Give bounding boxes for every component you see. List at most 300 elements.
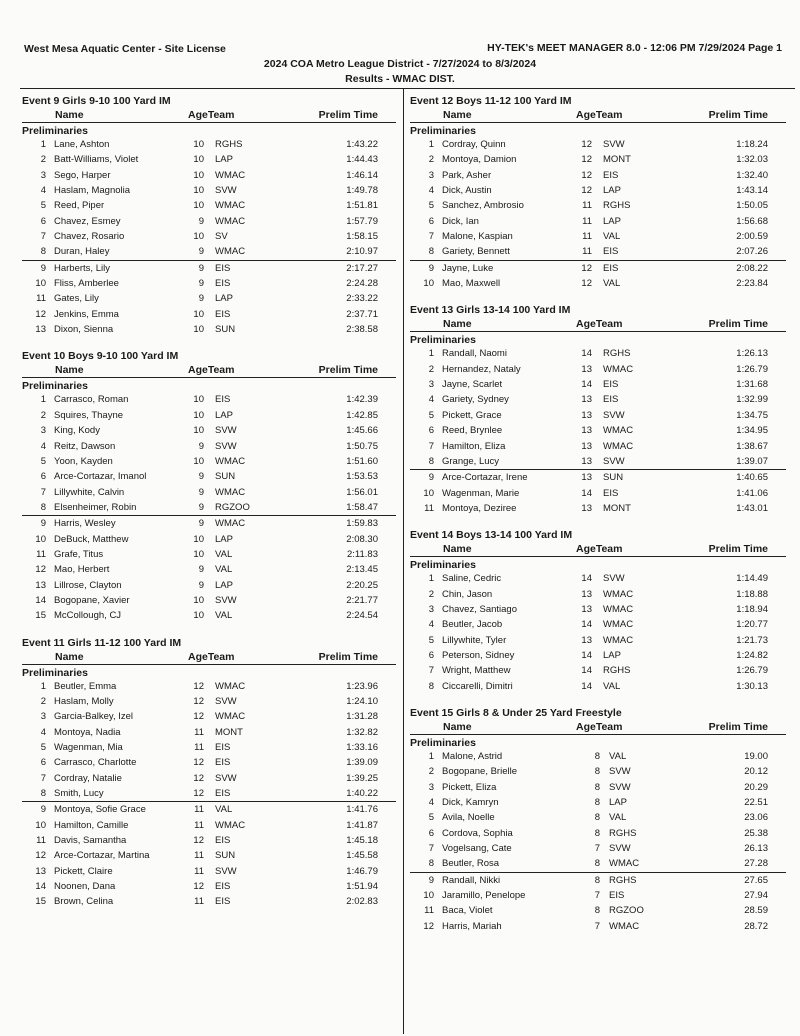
swimmer-name: Arce-Cortazar, Imanol bbox=[54, 471, 147, 483]
swimmer-age: 13 bbox=[581, 472, 592, 484]
team-code: WMAC bbox=[603, 425, 634, 437]
preliminaries-label: Preliminaries bbox=[410, 125, 476, 137]
swimmer-age: 11 bbox=[194, 726, 204, 738]
result-row bbox=[410, 214, 786, 229]
swimmer-age: 11 bbox=[194, 850, 204, 862]
swimmer-name: Duran, Haley bbox=[54, 246, 110, 258]
swimmer-age: 12 bbox=[193, 835, 204, 847]
place: 12 bbox=[35, 308, 46, 320]
swimmer-age: 9 bbox=[198, 215, 204, 227]
result-row bbox=[410, 244, 786, 260]
swimmer-name: Gariety, Sydney bbox=[442, 394, 509, 406]
swimmer-age: 9 bbox=[198, 564, 204, 576]
swimmer-name: Chin, Jason bbox=[442, 588, 493, 600]
prelim-time: 1:57.79 bbox=[346, 215, 378, 227]
team-code: SVW bbox=[215, 695, 237, 707]
result-row bbox=[22, 244, 396, 260]
place: 9 bbox=[428, 874, 434, 886]
prelim-time: 2:24.28 bbox=[346, 278, 378, 290]
swimmer-age: 8 bbox=[594, 827, 600, 839]
prelim-time: 23.06 bbox=[744, 812, 768, 824]
prelim-time: 2:38.58 bbox=[346, 324, 378, 336]
swimmer-age: 9 bbox=[198, 518, 204, 530]
swimmer-age: 13 bbox=[581, 455, 592, 467]
team-code: VAL bbox=[215, 804, 233, 816]
place: 6 bbox=[40, 757, 46, 769]
swimmer-age: 10 bbox=[193, 169, 204, 181]
swimmer-age: 13 bbox=[581, 409, 592, 421]
place: 5 bbox=[40, 200, 46, 212]
place: 3 bbox=[428, 781, 434, 793]
result-row bbox=[22, 439, 396, 454]
place: 5 bbox=[40, 742, 46, 753]
result-row bbox=[410, 571, 786, 586]
team-code: SVW bbox=[215, 185, 237, 197]
swimmer-age: 8 bbox=[594, 905, 600, 917]
team-code: EIS bbox=[603, 169, 619, 181]
swimmer-name: Montoya, Nadia bbox=[54, 726, 121, 738]
prelim-time-header: Prelim Time bbox=[708, 720, 768, 733]
swimmer-age: 10 bbox=[193, 409, 204, 421]
result-row bbox=[22, 307, 396, 322]
prelim-time: 1:46.14 bbox=[346, 169, 378, 181]
result-row bbox=[22, 532, 396, 547]
team-code: VAL bbox=[609, 750, 627, 762]
prelim-time: 25.38 bbox=[744, 827, 768, 839]
swimmer-age: 10 bbox=[193, 185, 204, 197]
swimmer-name: Park, Asher bbox=[442, 169, 492, 181]
swimmer-age: 11 bbox=[582, 200, 592, 212]
place: 3 bbox=[40, 425, 46, 437]
result-row bbox=[410, 888, 786, 903]
result-row bbox=[410, 587, 786, 602]
team-code: VAL bbox=[215, 610, 233, 622]
result-rows bbox=[22, 137, 396, 337]
swimmer-age: 13 bbox=[581, 634, 592, 646]
results-subtitle: Results - WMAC DIST. bbox=[345, 73, 455, 85]
result-row bbox=[22, 864, 396, 879]
swimmer-name: Hamilton, Eliza bbox=[442, 440, 506, 452]
swimmer-name: Brown, Celina bbox=[54, 896, 114, 908]
result-row bbox=[410, 633, 786, 648]
place: 1 bbox=[428, 139, 434, 150]
place: 5 bbox=[428, 812, 434, 824]
prelim-time: 1:39.09 bbox=[346, 757, 378, 769]
right-column bbox=[410, 94, 786, 946]
team-code: EIS bbox=[215, 835, 231, 847]
prelim-time: 1:31.68 bbox=[736, 379, 768, 391]
column-header bbox=[410, 108, 786, 123]
team-code: VAL bbox=[215, 564, 233, 576]
event-title: Event 13 Girls 13-14 100 Yard IM bbox=[410, 304, 571, 317]
place: 9 bbox=[40, 518, 46, 530]
event-title: Event 9 Girls 9-10 100 Yard IM bbox=[22, 95, 171, 107]
swimmer-age: 12 bbox=[581, 262, 592, 274]
result-row bbox=[22, 562, 396, 577]
prelim-time: 20.29 bbox=[744, 781, 768, 793]
prelim-time: 2:08.30 bbox=[346, 533, 378, 545]
prelim-time: 2:10.97 bbox=[346, 246, 378, 258]
swimmer-name: Haslam, Molly bbox=[54, 695, 114, 707]
swimmer-name: Noonen, Dana bbox=[54, 881, 116, 893]
team-code: RGHS bbox=[609, 827, 637, 839]
swimmer-name: Carrasco, Roman bbox=[54, 394, 129, 406]
preliminaries-label: Preliminaries bbox=[410, 736, 476, 749]
swimmer-name: King, Kody bbox=[54, 425, 100, 437]
place: 11 bbox=[36, 548, 46, 560]
swimmer-name: Bogopane, Xavier bbox=[54, 594, 130, 606]
swimmer-age: 10 bbox=[193, 394, 204, 406]
result-row bbox=[22, 291, 396, 306]
swimmer-age: 13 bbox=[581, 394, 592, 406]
preliminaries-label: Preliminaries bbox=[22, 380, 88, 393]
result-row bbox=[22, 454, 396, 469]
place: 5 bbox=[428, 634, 434, 646]
swimmer-name: Cordray, Quinn bbox=[442, 139, 506, 150]
age-team-header: AgeTeam bbox=[576, 720, 623, 733]
prelim-time: 1:46.79 bbox=[346, 865, 378, 877]
result-row bbox=[22, 137, 396, 152]
result-row bbox=[22, 848, 396, 863]
place: 4 bbox=[40, 440, 46, 452]
swimmer-name: Davis, Samantha bbox=[54, 835, 127, 847]
swimmer-age: 12 bbox=[581, 278, 592, 290]
place: 5 bbox=[428, 200, 434, 212]
team-code: VAL bbox=[603, 278, 621, 290]
team-code: EIS bbox=[215, 896, 231, 908]
result-row bbox=[410, 423, 786, 438]
result-row bbox=[410, 903, 786, 918]
result-row bbox=[410, 486, 786, 501]
event-block bbox=[22, 349, 396, 623]
place: 2 bbox=[428, 154, 434, 166]
place: 10 bbox=[423, 890, 434, 902]
place: 13 bbox=[35, 579, 46, 591]
swimmer-name: Hernandez, Nataly bbox=[442, 363, 521, 375]
place: 1 bbox=[428, 348, 434, 360]
result-rows bbox=[22, 392, 396, 623]
result-row bbox=[410, 152, 786, 167]
place: 2 bbox=[428, 363, 434, 375]
team-code: SVW bbox=[215, 425, 237, 437]
swimmer-age: 10 bbox=[193, 594, 204, 606]
prelim-time: 28.72 bbox=[744, 920, 768, 932]
prelim-time: 1:59.83 bbox=[346, 518, 378, 530]
swimmer-name: Elsenheimer, Robin bbox=[54, 501, 137, 513]
swimmer-age: 9 bbox=[198, 278, 204, 290]
place: 7 bbox=[40, 486, 46, 498]
place: 4 bbox=[428, 394, 434, 406]
prelim-time: 2:23.84 bbox=[736, 278, 768, 290]
swimmer-name: Reed, Piper bbox=[54, 200, 105, 212]
result-row bbox=[410, 346, 786, 361]
result-row bbox=[22, 709, 396, 724]
swimmer-name: Lillywhite, Tyler bbox=[442, 634, 507, 646]
prelim-time: 1:42.39 bbox=[346, 394, 378, 406]
swimmer-name: Mao, Maxwell bbox=[442, 278, 501, 290]
place: 7 bbox=[428, 843, 434, 855]
place: 7 bbox=[428, 440, 434, 452]
team-code: WMAC bbox=[215, 215, 246, 227]
result-row bbox=[22, 608, 396, 623]
place: 3 bbox=[40, 169, 46, 181]
team-code: EIS bbox=[215, 394, 231, 406]
prelim-time: 22.51 bbox=[744, 797, 768, 808]
swimmer-age: 14 bbox=[581, 348, 592, 360]
result-row bbox=[410, 183, 786, 198]
place: 7 bbox=[40, 231, 46, 243]
swimmer-age: 7 bbox=[594, 920, 600, 932]
swimmer-age: 9 bbox=[198, 486, 204, 498]
swimmer-name: Beutler, Rosa bbox=[442, 858, 500, 870]
swimmer-age: 14 bbox=[581, 665, 592, 677]
place: 8 bbox=[40, 501, 46, 513]
event-block bbox=[410, 706, 786, 934]
swimmer-name: Grafe, Titus bbox=[54, 548, 104, 560]
swimmer-age: 12 bbox=[193, 788, 204, 800]
prelim-time: 2:33.22 bbox=[346, 293, 378, 305]
result-row bbox=[22, 755, 396, 770]
result-row bbox=[410, 454, 786, 470]
prelim-time-header: Prelim Time bbox=[708, 318, 768, 331]
prelim-time: 1:58.15 bbox=[346, 231, 378, 243]
swimmer-name: Pickett, Claire bbox=[54, 865, 113, 877]
place: 10 bbox=[35, 819, 46, 831]
swimmer-name: Beutler, Emma bbox=[54, 680, 117, 692]
place: 10 bbox=[423, 487, 434, 499]
swimmer-name: Sego, Harper bbox=[54, 169, 111, 181]
prelim-time: 1:23.96 bbox=[346, 680, 378, 692]
result-row bbox=[410, 873, 786, 888]
swimmer-name: Mao, Herbert bbox=[54, 564, 110, 576]
result-row bbox=[22, 423, 396, 438]
place: 8 bbox=[428, 455, 434, 467]
prelim-time: 1:26.79 bbox=[736, 363, 768, 375]
swimmer-name: Wagenman, Mia bbox=[54, 742, 123, 753]
team-code: LAP bbox=[603, 215, 621, 227]
prelim-time: 1:20.77 bbox=[736, 619, 768, 631]
swimmer-age: 13 bbox=[581, 425, 592, 437]
result-row bbox=[410, 408, 786, 423]
swimmer-name: Jayne, Scarlet bbox=[442, 379, 503, 391]
result-row bbox=[22, 152, 396, 167]
swimmer-name: Arce-Cortazar, Martina bbox=[54, 850, 150, 862]
team-code: EIS bbox=[603, 487, 619, 499]
prelim-time: 2:11.83 bbox=[347, 548, 378, 560]
swimmer-age: 14 bbox=[581, 379, 592, 391]
team-code: WMAC bbox=[215, 246, 246, 258]
team-code: EIS bbox=[215, 788, 231, 800]
place: 12 bbox=[35, 564, 46, 576]
place: 1 bbox=[428, 750, 434, 762]
team-code: SVW bbox=[215, 772, 237, 784]
event-title: Event 12 Boys 11-12 100 Yard IM bbox=[410, 95, 572, 107]
swimmer-name: Randall, Nikki bbox=[442, 874, 501, 886]
prelim-time: 1:34.95 bbox=[736, 425, 768, 437]
prelim-time: 20.12 bbox=[744, 766, 768, 778]
prelim-time: 1:41.06 bbox=[736, 487, 768, 499]
swimmer-name: Lane, Ashton bbox=[54, 139, 110, 150]
result-row bbox=[22, 740, 396, 755]
team-code: EIS bbox=[215, 881, 231, 893]
swimmer-age: 8 bbox=[594, 812, 600, 824]
team-code: LAP bbox=[215, 579, 233, 591]
age-team-header: AgeTeam bbox=[188, 109, 235, 121]
software-timestamp: HY-TEK's MEET MANAGER 8.0 - 12:06 PM 7/29/2024 Page 1 bbox=[487, 42, 782, 54]
swimmer-name: Avila, Noelle bbox=[442, 812, 495, 824]
result-row bbox=[22, 786, 396, 802]
name-header: Name bbox=[55, 650, 84, 663]
team-code: LAP bbox=[215, 293, 233, 305]
place: 1 bbox=[428, 573, 434, 585]
swimmer-age: 8 bbox=[594, 874, 600, 886]
team-code: LAP bbox=[609, 797, 627, 808]
swimmer-name: Smith, Lucy bbox=[54, 788, 104, 800]
place: 6 bbox=[428, 649, 434, 661]
place: 5 bbox=[428, 409, 434, 421]
prelim-time: 1:32.82 bbox=[346, 726, 378, 738]
swimmer-name: Wagenman, Marie bbox=[442, 487, 520, 499]
swimmer-age: 11 bbox=[194, 804, 204, 816]
swimmer-name: Harris, Wesley bbox=[54, 518, 116, 530]
swimmer-age: 11 bbox=[194, 742, 204, 753]
age-team-header: AgeTeam bbox=[188, 650, 235, 663]
team-code: LAP bbox=[215, 154, 233, 166]
team-code: VAL bbox=[603, 231, 621, 243]
place: 15 bbox=[35, 610, 46, 622]
team-code: LAP bbox=[215, 533, 233, 545]
result-row bbox=[22, 593, 396, 608]
place: 14 bbox=[35, 594, 46, 606]
result-rows bbox=[410, 346, 786, 516]
prelim-time: 1:56.68 bbox=[736, 215, 768, 227]
left-column bbox=[22, 94, 396, 922]
swimmer-age: 13 bbox=[581, 588, 592, 600]
swimmer-name: Carrasco, Charlotte bbox=[54, 757, 137, 769]
swimmer-name: Chavez, Santiago bbox=[442, 603, 517, 615]
prelim-time: 2:24.54 bbox=[346, 610, 378, 622]
team-code: SUN bbox=[215, 471, 236, 483]
swimmer-age: 14 bbox=[581, 649, 592, 661]
swimmer-age: 10 bbox=[193, 324, 204, 336]
swimmer-name: Yoon, Kayden bbox=[54, 455, 113, 467]
result-row bbox=[22, 408, 396, 423]
prelim-time: 1:43.22 bbox=[346, 139, 378, 150]
swimmer-age: 13 bbox=[581, 603, 592, 615]
prelim-time: 2:13.45 bbox=[346, 564, 378, 576]
preliminaries-label: Preliminaries bbox=[410, 334, 476, 347]
prelim-time: 1:41.76 bbox=[346, 804, 378, 816]
team-code: WMAC bbox=[215, 680, 246, 692]
swimmer-age: 8 bbox=[594, 766, 600, 778]
result-row bbox=[22, 500, 396, 516]
team-code: VAL bbox=[215, 548, 233, 560]
swimmer-name: Lillywhite, Calvin bbox=[54, 486, 125, 498]
team-code: RGHS bbox=[603, 200, 631, 212]
swimmer-age: 10 bbox=[193, 533, 204, 545]
prelim-time: 1:50.75 bbox=[346, 440, 378, 452]
result-row bbox=[22, 679, 396, 694]
result-row bbox=[22, 469, 396, 484]
team-code: SUN bbox=[215, 324, 236, 336]
team-code: WMAC bbox=[603, 619, 634, 631]
prelim-time: 1:18.24 bbox=[736, 139, 768, 150]
prelim-time: 28.59 bbox=[744, 905, 768, 917]
team-code: EIS bbox=[603, 394, 619, 406]
result-row bbox=[22, 694, 396, 709]
result-row bbox=[410, 501, 786, 516]
result-row bbox=[410, 470, 786, 485]
swimmer-name: Dick, Kamryn bbox=[442, 797, 499, 808]
prelim-time: 2:00.59 bbox=[736, 231, 768, 243]
prelim-time: 1:44.43 bbox=[346, 154, 378, 166]
place: 11 bbox=[424, 905, 434, 917]
team-code: SVW bbox=[215, 865, 237, 877]
swimmer-name: McCollough, CJ bbox=[54, 610, 122, 622]
swimmer-name: Garcia-Balkey, Izel bbox=[54, 711, 134, 723]
result-row bbox=[22, 392, 396, 407]
event-block bbox=[22, 94, 396, 337]
team-code: WMAC bbox=[603, 634, 634, 646]
name-header: Name bbox=[443, 543, 472, 556]
prelim-time: 1:32.40 bbox=[736, 169, 768, 181]
result-row bbox=[410, 362, 786, 377]
place: 11 bbox=[36, 835, 46, 847]
swimmer-age: 11 bbox=[194, 819, 204, 831]
swimmer-age: 11 bbox=[582, 246, 592, 258]
prelim-time: 1:42.85 bbox=[346, 409, 378, 421]
swimmer-age: 12 bbox=[193, 695, 204, 707]
column-divider bbox=[403, 89, 404, 1034]
result-row bbox=[410, 795, 786, 810]
team-code: WMAC bbox=[215, 169, 246, 181]
swimmer-age: 7 bbox=[594, 890, 600, 902]
result-row bbox=[410, 276, 786, 291]
swimmer-name: Peterson, Sidney bbox=[442, 649, 515, 661]
place: 3 bbox=[428, 379, 434, 391]
name-header: Name bbox=[55, 109, 84, 121]
team-code: MONT bbox=[603, 502, 631, 514]
column-header bbox=[22, 363, 396, 378]
team-code: EIS bbox=[215, 308, 231, 320]
team-code: LAP bbox=[603, 649, 621, 661]
result-row bbox=[410, 679, 786, 694]
prelim-time: 1:51.81 bbox=[346, 200, 378, 212]
place: 2 bbox=[428, 588, 434, 600]
swimmer-age: 13 bbox=[581, 502, 592, 514]
prelim-time: 2:37.71 bbox=[346, 308, 378, 320]
swimmer-age: 9 bbox=[198, 501, 204, 513]
place: 6 bbox=[40, 215, 46, 227]
team-code: SVW bbox=[609, 843, 631, 855]
swimmer-name: Pickett, Eliza bbox=[442, 781, 497, 793]
swimmer-age: 10 bbox=[193, 200, 204, 212]
swimmer-age: 10 bbox=[193, 231, 204, 243]
prelim-time: 1:53.53 bbox=[346, 471, 378, 483]
team-code: WMAC bbox=[603, 440, 634, 452]
column-header bbox=[410, 542, 786, 557]
place: 4 bbox=[40, 726, 46, 738]
event-block bbox=[410, 528, 786, 694]
place: 9 bbox=[40, 262, 46, 274]
team-code: EIS bbox=[215, 742, 231, 753]
swimmer-name: Montoya, Damion bbox=[442, 154, 517, 166]
result-row bbox=[410, 856, 786, 872]
place: 7 bbox=[428, 231, 434, 243]
swimmer-name: Chavez, Esmey bbox=[54, 215, 121, 227]
result-row bbox=[22, 771, 396, 786]
prelim-time: 1:41.87 bbox=[346, 819, 378, 831]
